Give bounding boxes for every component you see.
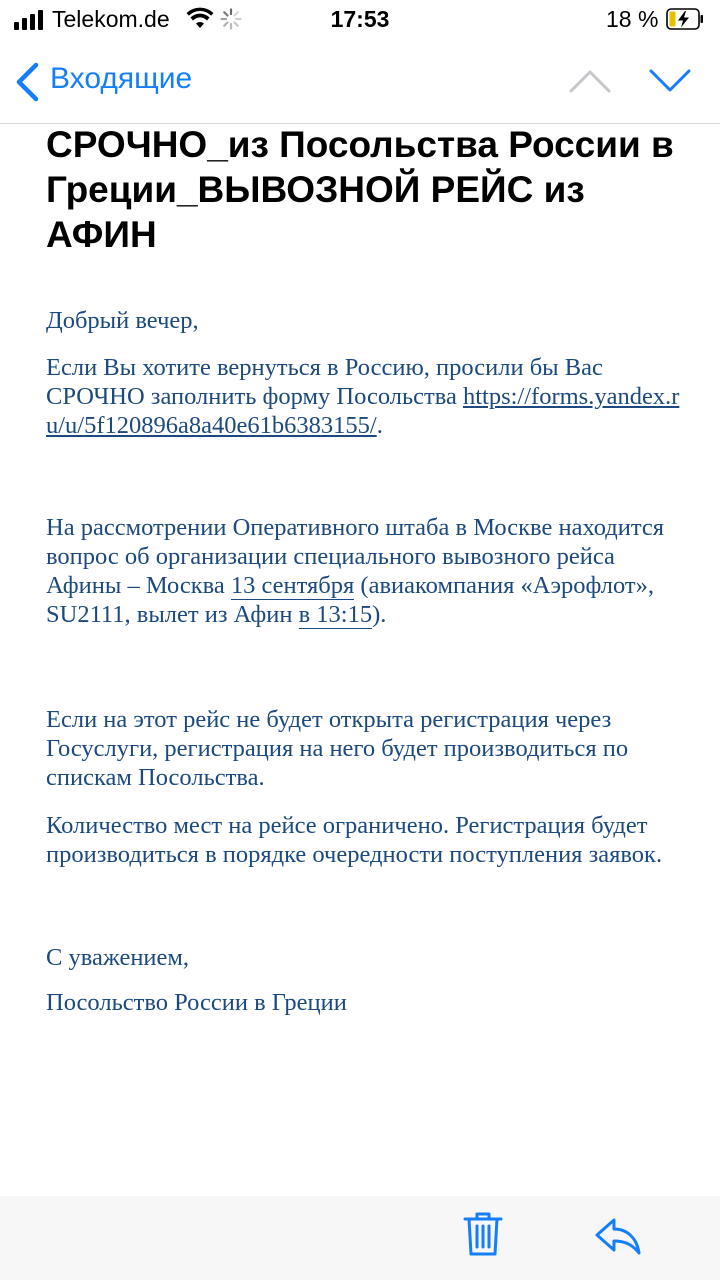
email-paragraph: Если Вы хотите вернуться в Россию, просили бы Вас СРОЧНО заполнить форму Посольства https://forms.yandex.ru/u/5f120896a8a40e61b6383155/. xyxy=(46,354,680,439)
status-time: 17:53 xyxy=(330,6,390,32)
date-link[interactable]: 13 сентября xyxy=(230,572,355,599)
time-link[interactable]: в 13:15 xyxy=(298,601,373,628)
email-subject: СРОЧНО_из Посольства России в Греции_ВЫВОЗНОЙ РЕЙС из АФИН xyxy=(46,124,674,255)
trash-icon[interactable] xyxy=(462,1210,504,1258)
nav-bar xyxy=(0,48,720,118)
arrow-up-icon[interactable] xyxy=(568,68,612,94)
email-paragraph: Если на этот рейс не будет открыта регистрация через Госуслуги, регистрация на него будет производиться по спискам Посольства. xyxy=(46,706,629,791)
email-paragraph: Количество мест на рейсе ограничено. Регистрация будет производиться в порядке очередности поступления заявок. xyxy=(46,812,663,868)
email-paragraph: На рассмотрении Оперативного штаба в Москве находится вопрос об организации специального вывозного рейса Афины – Москва 13 сентября (авиакомпания «Аэрофлот», SU2111, вылет из Афин в 13:15). xyxy=(46,514,665,628)
status-bar xyxy=(0,0,720,40)
email-body xyxy=(46,306,686,1017)
battery-percent: 18 % xyxy=(606,6,659,32)
arrow-down-icon[interactable] xyxy=(648,68,692,94)
bottom-toolbar xyxy=(0,1196,720,1280)
email-greeting: Добрый вечер, xyxy=(46,307,199,334)
email-signature: Посольство России в Греции xyxy=(46,989,347,1016)
battery-charging-icon xyxy=(666,8,704,30)
form-link[interactable]: https://forms.yandex.ru/u/5f120896a8a40e61b6383155/ xyxy=(46,383,680,439)
chevron-left-icon[interactable] xyxy=(14,62,40,102)
back-button[interactable]: Входящие xyxy=(50,62,193,95)
reply-icon[interactable] xyxy=(594,1216,642,1256)
email-closing: С уважением, xyxy=(46,944,190,971)
carrier-name: Telekom.de xyxy=(52,6,170,32)
